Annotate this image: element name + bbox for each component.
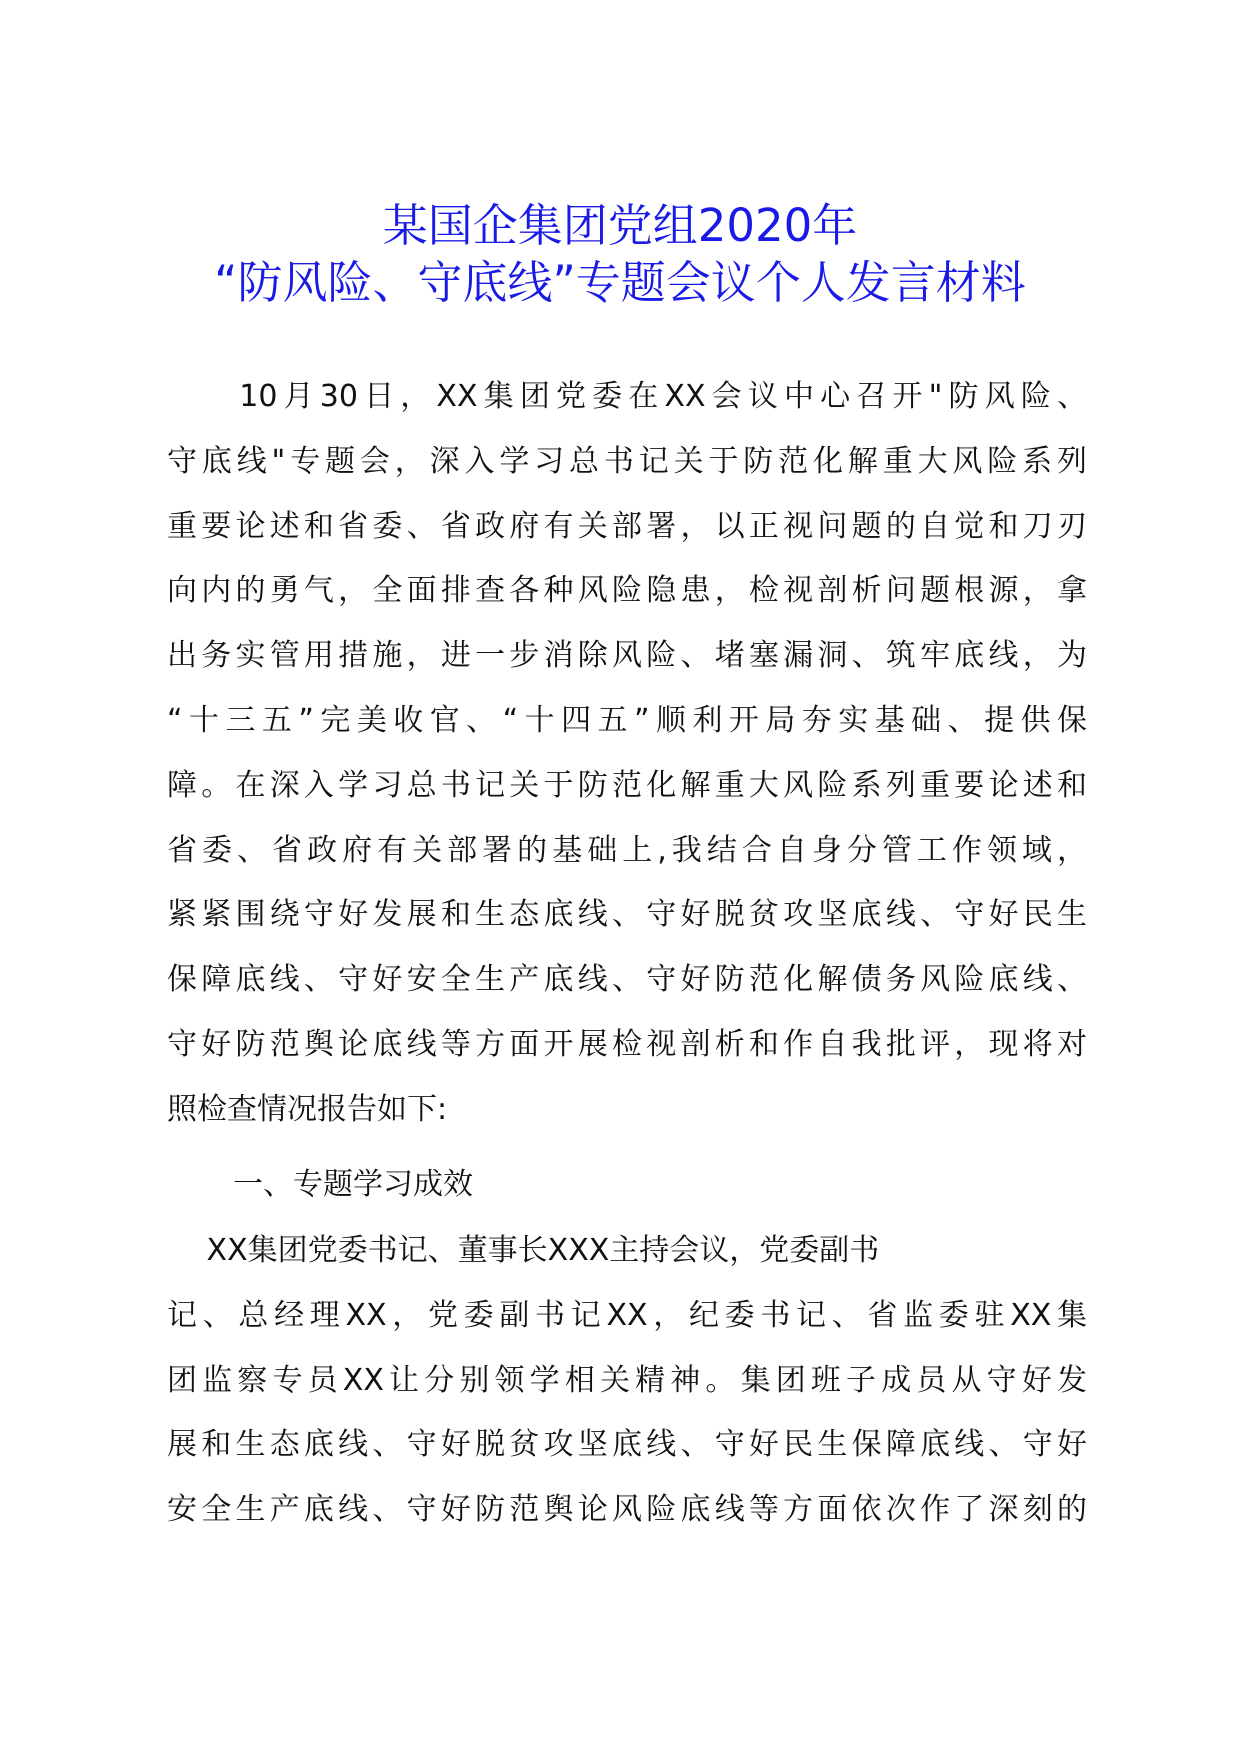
paragraph-line: 守好防范舆论底线等方面开展检视剖析和作自我批评，现将对 — [167, 1026, 1087, 1062]
paragraph-line: 守底线"专题会，深入学习总书记关于防范化解重大风险系列 — [167, 443, 1087, 479]
paragraph-line: 安全生产底线、守好防范舆论风险底线等方面依次作了深刻的 — [167, 1492, 1087, 1528]
paragraph-line: 团监察专员XX让分别领学相关精神。集团班子成员从守好发 — [167, 1362, 1087, 1398]
paragraph-line: XX集团党委书记、董事长XXX主持会议，党委副书 — [167, 1233, 880, 1268]
paragraph-line: “十三五”完美收官、“十四五”顺利开局夯实基础、提供保 — [167, 702, 1087, 738]
paragraph-line: 展和生态底线、守好脱贫攻坚底线、守好民生保障底线、守好 — [167, 1427, 1087, 1463]
paragraph-line: 重要论述和省委、省政府有关部署，以正视问题的自觉和刀刃 — [167, 508, 1087, 544]
section-heading: 一、专题学习成效 — [233, 1167, 473, 1202]
document-title-line-2: “防风险、守底线”专题会议个人发言材料 — [214, 256, 1026, 309]
paragraph-line: 紧紧围绕守好发展和生态底线、守好脱贫攻坚底线、守好民生 — [167, 897, 1087, 933]
paragraph-line: 10月30日，XX集团党委在XX会议中心召开"防风险、 — [167, 379, 1087, 414]
paragraph-line: 照检查情况报告如下: — [167, 1091, 448, 1127]
document-title-line-1: 某国企集团党组2020年 — [382, 199, 858, 252]
paragraph-line: 向内的勇气，全面排查各种风险隐患，检视剖析问题根源，拿 — [167, 573, 1087, 609]
intro-paragraph — [167, 365, 1087, 1143]
section-paragraph — [167, 1219, 1087, 1543]
paragraph-line: 保障底线、守好安全生产底线、守好防范化解债务风险底线、 — [167, 962, 1087, 998]
paragraph-line: 出务实管用措施，进一步消除风险、堵塞漏洞、筑牢底线，为 — [167, 638, 1087, 674]
paragraph-line: 省委、省政府有关部署的基础上,我结合自身分管工作领域， — [167, 832, 1087, 868]
paragraph-line: 记、总经理XX，党委副书记XX，纪委书记、省监委驻XX集 — [167, 1297, 1087, 1333]
paragraph-line: 障。在深入学习总书记关于防范化解重大风险系列重要论述和 — [167, 767, 1087, 803]
